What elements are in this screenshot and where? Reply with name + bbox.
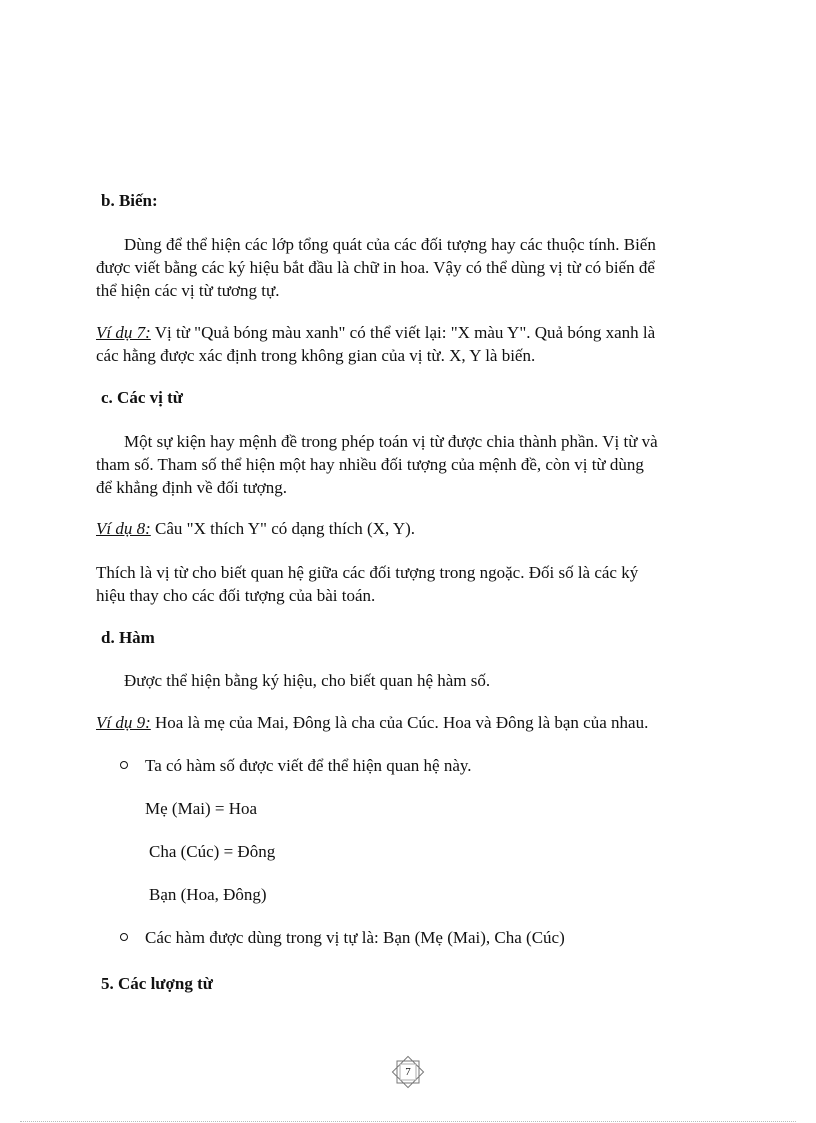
circle-bullet-icon xyxy=(120,933,128,941)
heading-b-bien: b. Biến: xyxy=(101,191,158,210)
paragraph-line: thể hiện các vị từ tương tự. xyxy=(96,281,280,300)
heading-c-cac-vi-tu: c. Các vị từ xyxy=(101,388,183,407)
example-7 xyxy=(96,321,655,344)
example-9 xyxy=(96,711,648,734)
formula-line: Mẹ (Mai) = Hoa xyxy=(145,799,258,818)
heading-5-cac-luong-tu: 5. Các lượng từ xyxy=(101,974,213,993)
example-8 xyxy=(96,517,415,540)
page-number: 7 xyxy=(405,1066,411,1078)
example-text: Câu "X thích Y" có dạng thích (X, Y). xyxy=(150,519,416,538)
paragraph-line: được viết bằng các ký hiệu bắt đầu là chữ in hoa. Vậy có thể dùng vị từ có biến để xyxy=(96,258,655,277)
circle-bullet-icon xyxy=(120,761,128,769)
example-text: Vị từ "Quả bóng màu xanh" có thể viết lại: "X màu Y". Quả bóng xanh là xyxy=(150,323,656,342)
example-label: Ví dụ 9: xyxy=(96,713,151,732)
paragraph-line: để khẳng định về đối tượng. xyxy=(96,478,288,497)
heading-d-ham: d. Hàm xyxy=(101,628,155,647)
paragraph-line: Một sự kiện hay mệnh đề trong phép toán vị từ được chia thành phần. Vị từ và xyxy=(124,432,658,451)
page-number-ornament xyxy=(389,1053,427,1091)
example-7-line2: các hằng được xác định trong không gian của vị từ. X, Y là biến. xyxy=(96,346,536,365)
example-text: Hoa là mẹ của Mai, Đông là cha của Cúc. Hoa và Đông là bạn của nhau. xyxy=(150,713,649,732)
paragraph-line: Dùng để thể hiện các lớp tổng quát của các đối tượng hay các thuộc tính. Biến xyxy=(124,235,656,254)
paragraph-line: tham số. Tham số thể hiện một hay nhiều đối tượng của mệnh đề, còn vị từ dùng xyxy=(96,455,644,474)
paragraph-line: Được thể hiện bằng ký hiệu, cho biết quan hệ hàm số. xyxy=(124,671,491,690)
bullet-item: Các hàm được dùng trong vị tự là: Bạn (Mẹ (Mai), Cha (Cúc) xyxy=(145,928,565,947)
footer-divider xyxy=(20,1121,796,1122)
example-label: Ví dụ 7: xyxy=(96,323,151,342)
paragraph-line: Thích là vị từ cho biết quan hệ giữa các đối tượng trong ngoặc. Đối số là các ký xyxy=(96,563,639,582)
paragraph-line: hiệu thay cho các đối tượng của bài toán. xyxy=(96,586,376,605)
example-label: Ví dụ 8: xyxy=(96,519,151,538)
formula-line: Bạn (Hoa, Đông) xyxy=(149,885,267,904)
formula-line: Cha (Cúc) = Đông xyxy=(149,842,276,861)
bullet-item: Ta có hàm số được viết để thể hiện quan hệ này. xyxy=(145,756,472,775)
